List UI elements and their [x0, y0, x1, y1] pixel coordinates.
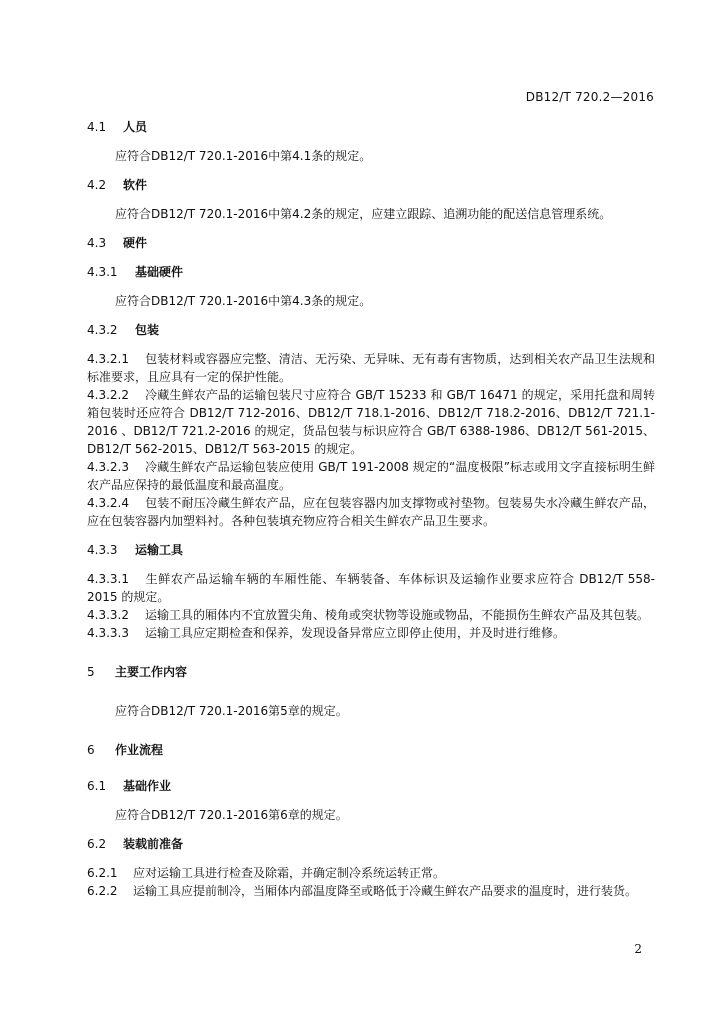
section-title: 基础硬件: [135, 265, 184, 279]
heading-4-3: [87, 234, 655, 252]
section-title: 包装: [135, 323, 160, 337]
section-number: 4.3.3: [87, 543, 118, 557]
heading-6-2: [87, 835, 655, 853]
clause-number: 4.3.2.2: [87, 388, 129, 402]
section-title: 作业流程: [115, 743, 164, 757]
clause-text: 包装不耐压冷藏生鲜农产品，应在包装容器内加支撑物或衬垫物。包装易失水冷藏生鲜农产品，应在包装容器内加塑料衬。各种包装填充物应符合相关生鲜农产品卫生要求。: [87, 496, 655, 528]
clause-text: 运输工具应提前制冷，当厢体内部温度降至或略低于冷藏生鲜农产品要求的温度时，进行装货。: [133, 884, 638, 898]
standard-code: DB12/T 720.2—2016: [525, 90, 654, 104]
clause-4-3-2-4: [87, 494, 655, 530]
clause-number: 4.3.2.4: [87, 496, 129, 510]
section-number: 6: [87, 743, 95, 757]
clause-text: 包装材料或容器应完整、清洁、无污染、无异味、无有毒有害物质，达到相关农产品卫生法规和标准要求，且应具有一定的保护性能。: [87, 352, 655, 384]
section-number: 4.3: [87, 236, 107, 250]
paragraph: 应符合DB12/T 720.1-2016中第4.2条的规定，应建立跟踪、追溯功能的配送信息管理系统。: [115, 207, 612, 221]
paragraph: 应符合DB12/T 720.1-2016中第4.1条的规定。: [115, 149, 372, 163]
section-number: 4.2: [87, 178, 107, 192]
clause-4-3-2-1: [87, 350, 655, 386]
clause-4-3-3-2: [87, 606, 655, 624]
paragraph: 应符合DB12/T 720.1-2016中第4.3条的规定。: [115, 294, 372, 308]
clause-text: 冷藏生鲜农产品的运输包装尺寸应符合 GB/T 15233 和 GB/T 16471 的规定，采用托盘和周转箱包装时还应符合 DB12/T 712-2016、DB12/T 718.1-2016、DB12/T 718.2-2016、DB12/T 721.1-2016 、DB12/T 721.2-2016 的规定，货品包装与标识应符合 GB/T 6388-1986、DB12/T 561-2015、DB12/T 562-2015、DB12/T 563-2015 的规定。: [87, 388, 655, 456]
clause-4-3-2-3: [87, 458, 655, 494]
heading-4-3-1: [87, 263, 655, 281]
clause-number: 6.2.2: [87, 884, 118, 898]
clause-text: 应对运输工具进行检查及除霜，并确定制冷系统运转正常。: [133, 866, 446, 880]
section-title: 运输工具: [135, 543, 184, 557]
clause-number: 4.3.2.1: [87, 352, 129, 366]
clause-text: 运输工具的厢体内不宜放置尖角、棱角或突状物等设施或物品，不能损伤生鲜农产品及其包装。: [145, 608, 650, 622]
section-title: 主要工作内容: [115, 665, 188, 679]
section-number: 6.2: [87, 837, 107, 851]
clause-number: 4.3.3.3: [87, 626, 129, 640]
clause-6-2-2: [87, 882, 655, 900]
clause-text: 运输工具应定期检查和保养，发现设备异常应立即停止使用，并及时进行维修。: [145, 626, 566, 640]
section-number: 4.1: [87, 120, 107, 134]
clause-4-3-3-1: [87, 570, 655, 606]
clause-number: 4.3.3.1: [87, 572, 129, 586]
page-number: 2: [634, 942, 642, 956]
clause-4-3-2-2: [87, 386, 655, 458]
clause-6-2-1: [87, 864, 655, 882]
section-title: 软件: [123, 178, 148, 192]
section-number: 4.3.2: [87, 323, 118, 337]
section-number: 5: [87, 665, 95, 679]
heading-6-1: [87, 777, 655, 795]
paragraph: 应符合DB12/T 720.1-2016第5章的规定。: [115, 704, 348, 718]
heading-4-2: [87, 176, 655, 194]
heading-6: [87, 741, 655, 759]
heading-4-3-2: [87, 321, 655, 339]
heading-4-3-3: [87, 541, 655, 559]
clause-text: 冷藏生鲜农产品运输包装应使用 GB/T 191-2008 规定的“温度极限”标志或用文字直接标明生鲜农产品应保持的最低温度和最高温度。: [87, 460, 655, 492]
heading-4-1: [87, 118, 655, 136]
paragraph: 应符合DB12/T 720.1-2016第6章的规定。: [115, 808, 348, 822]
section-title: 人员: [123, 120, 148, 134]
clause-number: 6.2.1: [87, 866, 118, 880]
section-number: 6.1: [87, 779, 107, 793]
section-number: 4.3.1: [87, 265, 118, 279]
heading-5: [87, 663, 655, 681]
clause-number: 4.3.2.3: [87, 460, 129, 474]
clause-4-3-3-3: [87, 624, 655, 642]
section-title: 装载前准备: [123, 837, 184, 851]
clause-number: 4.3.3.2: [87, 608, 129, 622]
section-title: 基础作业: [123, 779, 172, 793]
section-title: 硬件: [123, 236, 148, 250]
clause-text: 生鲜农产品运输车辆的车厢性能、车辆装备、车体标识及运输作业要求应符合 DB12/T 558-2015 的规定。: [87, 572, 655, 604]
document-body: [87, 118, 655, 900]
